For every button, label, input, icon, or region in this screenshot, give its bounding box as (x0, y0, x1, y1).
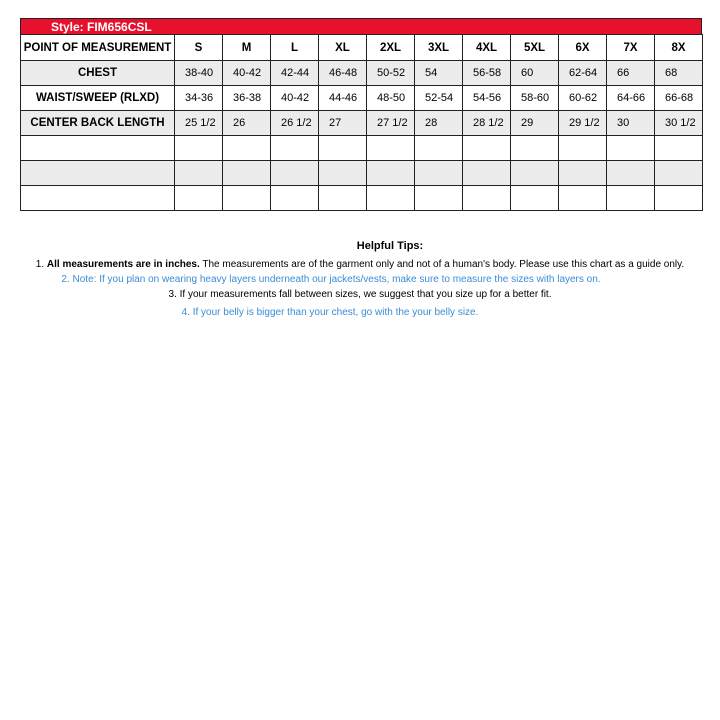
empty-row (21, 186, 703, 211)
empty-cell (655, 161, 703, 186)
empty-cell (367, 186, 415, 211)
measurement-value: 29 (511, 111, 559, 136)
header-size: L (271, 35, 319, 61)
header-point-of-measurement: POINT OF MEASUREMENT (21, 35, 175, 61)
empty-row (21, 136, 703, 161)
measurement-value: 52-54 (415, 86, 463, 111)
empty-row (21, 161, 703, 186)
empty-cell (223, 186, 271, 211)
measurement-value: 50-52 (367, 61, 415, 86)
helpful-tips (0, 240, 720, 320)
measurement-value: 60-62 (559, 86, 607, 111)
measurement-value: 30 1/2 (655, 111, 703, 136)
measurement-value: 26 (223, 111, 271, 136)
measurement-value: 40-42 (223, 61, 271, 86)
empty-cell (175, 161, 223, 186)
empty-cell (367, 136, 415, 161)
header-size: 5XL (511, 35, 559, 61)
tips-title: Helpful Tips: (356, 240, 424, 252)
empty-cell (655, 186, 703, 211)
empty-cell (415, 136, 463, 161)
measurement-value: 60 (511, 61, 559, 86)
empty-cell (21, 161, 175, 186)
empty-cell (607, 186, 655, 211)
measurement-value: 44-46 (319, 86, 367, 111)
empty-cell (559, 161, 607, 186)
measurement-value: 38-40 (175, 61, 223, 86)
measurement-value: 28 (415, 111, 463, 136)
header-size: 8X (655, 35, 703, 61)
measurement-value: 62-64 (559, 61, 607, 86)
header-size: XL (319, 35, 367, 61)
measurement-value: 68 (655, 61, 703, 86)
empty-cell (415, 161, 463, 186)
empty-cell (223, 136, 271, 161)
empty-cell (463, 186, 511, 211)
tip-3: 3. If your measurements fall between sizes, we suggest that you size up for a better fit. (168, 289, 552, 300)
measurement-value: 34-36 (175, 86, 223, 111)
header-size: 4XL (463, 35, 511, 61)
header-size: 7X (607, 35, 655, 61)
size-table (20, 34, 703, 211)
tip-1-bold: All measurements are in inches. (46, 259, 200, 270)
style-label: Style: FIM656CSL (20, 18, 702, 34)
measurement-value: 56-58 (463, 61, 511, 86)
empty-cell (607, 136, 655, 161)
measurement-value: 30 (607, 111, 655, 136)
empty-cell (319, 161, 367, 186)
measurement-value: 40-42 (271, 86, 319, 111)
empty-cell (511, 136, 559, 161)
measurement-value: 46-48 (319, 61, 367, 86)
empty-cell (223, 161, 271, 186)
measurement-label: CHEST (21, 61, 175, 86)
empty-cell (21, 136, 175, 161)
measurement-value: 54-56 (463, 86, 511, 111)
measurement-value: 66 (607, 61, 655, 86)
measurement-value: 25 1/2 (175, 111, 223, 136)
measurement-value: 26 1/2 (271, 111, 319, 136)
empty-cell (319, 186, 367, 211)
table-row (21, 61, 703, 86)
empty-cell (175, 186, 223, 211)
header-size: M (223, 35, 271, 61)
tip-2: 2. Note: If you plan on wearing heavy layers underneath our jackets/vests, make sure to measure the sizes with layers on. (61, 274, 601, 285)
header-size: S (175, 35, 223, 61)
empty-cell (319, 136, 367, 161)
empty-cell (271, 186, 319, 211)
table-row (21, 86, 703, 111)
empty-cell (175, 136, 223, 161)
measurement-value: 27 1/2 (367, 111, 415, 136)
empty-cell (511, 186, 559, 211)
size-chart (20, 18, 702, 211)
measurement-label: WAIST/SWEEP (RLXD) (21, 86, 175, 111)
measurement-value: 28 1/2 (463, 111, 511, 136)
empty-cell (511, 161, 559, 186)
measurement-value: 64-66 (607, 86, 655, 111)
table-row (21, 111, 703, 136)
tip-1-text: The measurements are of the garment only and not of a human's body. Please use this chart as a guide only. (199, 259, 685, 270)
measurement-value: 27 (319, 111, 367, 136)
empty-cell (415, 186, 463, 211)
empty-cell (271, 161, 319, 186)
measurement-value: 29 1/2 (559, 111, 607, 136)
header-size: 2XL (367, 35, 415, 61)
header-row (21, 35, 703, 61)
measurement-value: 48-50 (367, 86, 415, 111)
empty-cell (271, 136, 319, 161)
empty-cell (559, 136, 607, 161)
measurement-value: 36-38 (223, 86, 271, 111)
measurement-value: 58-60 (511, 86, 559, 111)
measurement-value: 54 (415, 61, 463, 86)
header-size: 6X (559, 35, 607, 61)
measurement-value: 66-68 (655, 86, 703, 111)
empty-cell (607, 161, 655, 186)
measurement-value: 42-44 (271, 61, 319, 86)
empty-cell (655, 136, 703, 161)
empty-cell (367, 161, 415, 186)
empty-cell (463, 161, 511, 186)
measurement-label: CENTER BACK LENGTH (21, 111, 175, 136)
header-size: 3XL (415, 35, 463, 61)
tip-1-number: 1. (35, 259, 47, 270)
empty-cell (463, 136, 511, 161)
empty-cell (21, 186, 175, 211)
tip-4: 4. If your belly is bigger than your chest, go with the your belly size. (181, 307, 479, 318)
tip-1 (0, 257, 720, 272)
empty-cell (559, 186, 607, 211)
